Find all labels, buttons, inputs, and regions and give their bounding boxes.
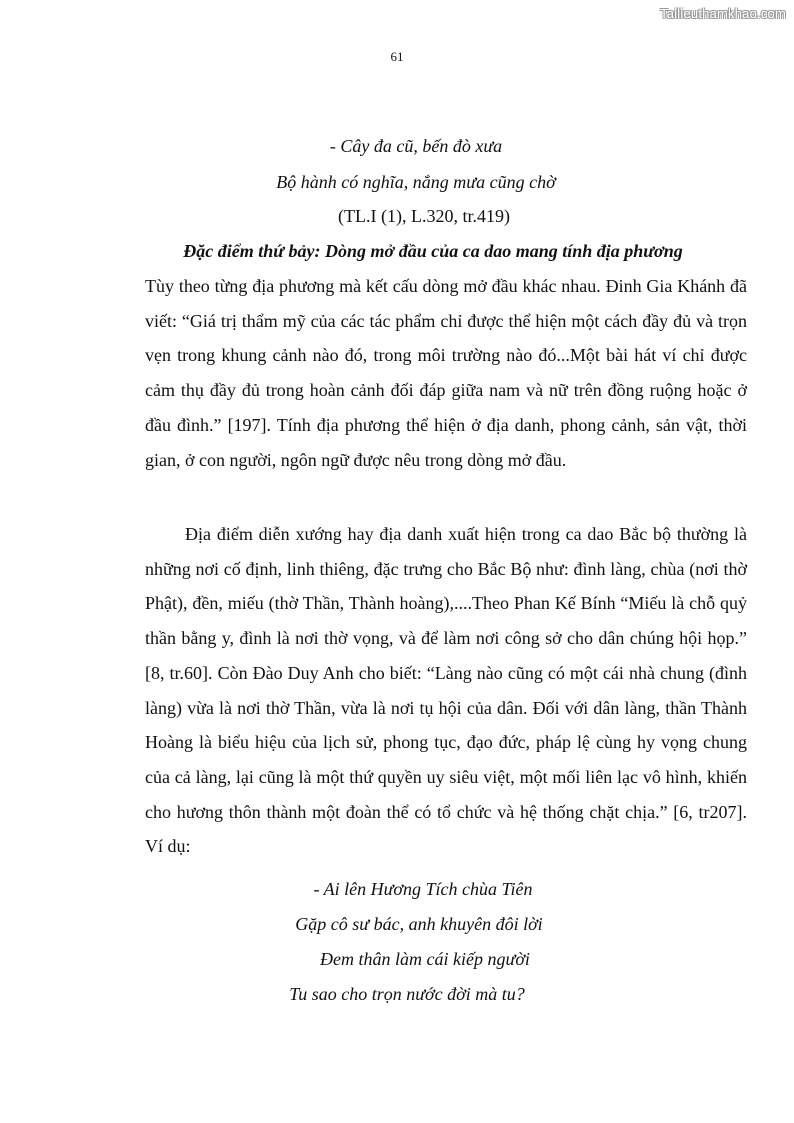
- poem2-line4: Tu sao cho trọn nước đời mà tu?: [289, 984, 525, 1004]
- poem2-line3: Đem thân làm cái kiếp người: [320, 949, 530, 969]
- watermark-text: Tailieuthamkhao.com: [660, 6, 786, 21]
- section-heading: Đặc điểm thứ bảy: Dòng mở đầu của ca dao mang tính địa phương: [183, 241, 683, 261]
- poem1-line1: - Cây đa cũ, bến đò xưa: [329, 136, 503, 156]
- poem2-line2: Gặp cô sư bác, anh khuyên đôi lời: [295, 914, 543, 934]
- citation: (TL.I (1), L.320, tr.419): [338, 206, 510, 226]
- poem2-line1: - Ai lên Hương Tích chùa Tiên: [313, 879, 533, 899]
- poem1-line2: Bộ hành có nghĩa, nắng mưa cũng chờ: [276, 172, 556, 192]
- paragraph-1: Tùy theo từng địa phương mà kết cấu dòng mở đầu khác nhau. Đinh Gia Khánh đã viết: “Giá trị thẩm mỹ của các tác phẩm chỉ được thể hiện một cách đầy đủ và trọn vẹn trong khung cảnh nào đó, trong môi trường nào đó...Một bài hát ví chỉ được cảm thụ đầy đủ trong hoàn cảnh đối đáp giữa nam và nữ trên đồng ruộng hoặc ở đầu đình.” [197]. Tính địa phương thể hiện ở địa danh, phong cảnh, sản vật, thời gian, ở con người, ngôn ngữ được nêu trong dòng mở đầu.: [145, 276, 747, 470]
- page-number: 61: [390, 49, 404, 64]
- paragraph-2: Địa điểm diễn xướng hay địa danh xuất hiện trong ca dao Bắc bộ thường là những nơi cố định, linh thiêng, đặc trưng cho Bắc Bộ như: đình làng, chùa (nơi thờ Phật), đền, miếu (thờ Thần, Thành hoàng),....Theo Phan Kế Bính “Miếu là chỗ quỷ thần bằng y, đình là nơi thờ vọng, và để làm nơi công sở cho dân chúng hội họp.” [8, tr.60]. Còn Đào Duy Anh cho biết: “Làng nào cũng có một cái nhà chung (đình làng) vừa là nơi thờ Thần, vừa là nơi tụ hội của dân. Đối với dân làng, thần Thành Hoàng là biểu hiệu của lịch sử, phong tục, đạo đức, pháp lệ cùng hy vọng chung của cả làng, lại cũng là một thứ quyền uy siêu việt, một mối liên lạc vô hình, khiến cho hương thôn thành một đoàn thể có tổ chức và hệ thống chặt chịa.” [6, tr207]. Ví dụ:: [145, 524, 747, 857]
